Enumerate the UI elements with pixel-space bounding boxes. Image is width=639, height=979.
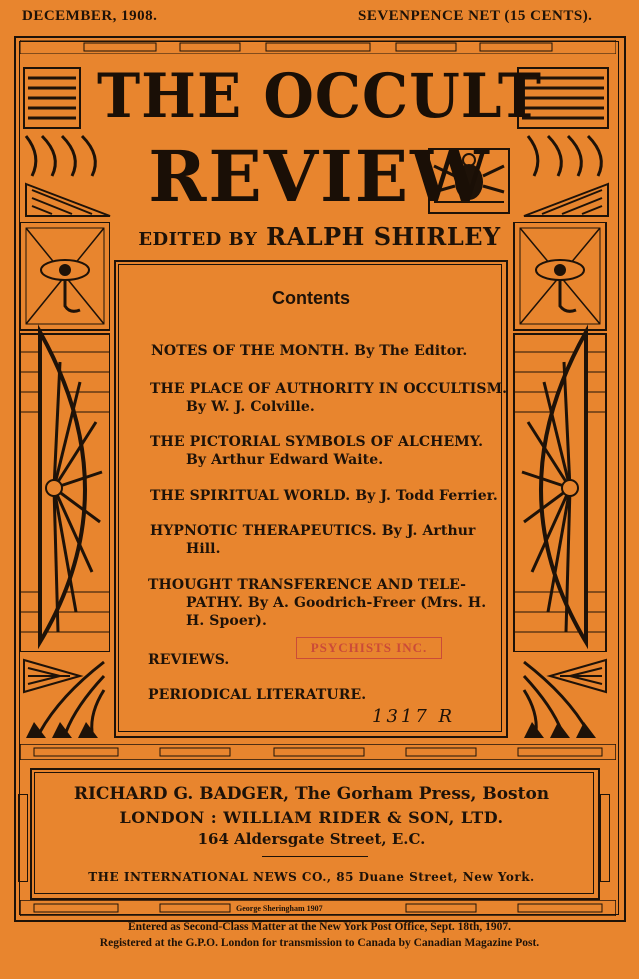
magazine-title-line2: REVIEW (148, 135, 491, 218)
contents-item-6-cont2: H. Spoer). (186, 613, 267, 629)
contents-item-7: REVIEWS. (148, 652, 230, 668)
contents-item-2: THE PLACE OF AUTHORITY IN OCCULTISM. (150, 381, 508, 397)
issue-date: DECEMBER, 1908. (22, 8, 158, 24)
contents-item-6: THOUGHT TRANSFERENCE AND TELE- (148, 577, 467, 593)
contents-item-3-author: By Arthur Edward Waite. (186, 452, 384, 468)
library-stamp: PSYCHISTS INC. (296, 637, 442, 659)
footer-line1: Entered as Second-Class Matter at the New York Post Office, Sept. 18th, 1907. (127, 921, 512, 933)
contents-item-5: HYPNOTIC THERAPEUTICS. By J. Arthur (150, 523, 476, 539)
publisher-line2: LONDON : WILLIAM RIDER & SON, LTD. (119, 808, 504, 827)
publisher-line4: THE INTERNATIONAL NEWS CO., 85 Duane Street, New York. (88, 870, 535, 884)
contents-item-2-author: By W. J. Colville. (186, 399, 315, 415)
lower-ornament-strip (20, 744, 616, 760)
right-bottom-ornament (514, 656, 610, 740)
edited-by-prefix: EDITED BY (138, 229, 258, 250)
contents-item-4: THE SPIRITUAL WORLD. By J. Todd Ferrier. (150, 488, 498, 504)
contents-heading: Contents (272, 288, 350, 308)
contents-item-1: NOTES OF THE MONTH. By The Editor. (151, 343, 468, 359)
publisher-line3: 164 Aldersgate Street, E.C. (197, 830, 426, 848)
footer-line2: Registered at the G.P.O. London for transmission to Canada by Canadian Magazine Post. (99, 937, 540, 949)
right-eye-fan-panel (512, 222, 608, 652)
contents-item-5-cont: Hill. (186, 541, 221, 557)
handwritten-number: 1317 R (372, 706, 456, 727)
left-eye-fan-panel (20, 222, 110, 652)
issue-price: SEVENPENCE NET (15 CENTS). (358, 8, 593, 24)
contents-item-3: THE PICTORIAL SYMBOLS OF ALCHEMY. (150, 434, 484, 450)
contents-item-6-cont: PATHY. By A. Goodrich-Freer (Mrs. H. (186, 595, 487, 611)
editor-name: RALPH SHIRLEY (266, 222, 501, 251)
left-bottom-ornament (20, 656, 112, 740)
contents-item-8: PERIODICAL LITERATURE. (148, 687, 367, 703)
publisher-line1: RICHARD G. BADGER, The Gorham Press, Boston (73, 784, 550, 804)
artist-signature: George Sheringham 1907 (236, 904, 323, 913)
publisher-divider (262, 856, 368, 857)
top-ornament-strip (20, 40, 616, 54)
magazine-title-line1: THE OCCULT (97, 60, 542, 132)
